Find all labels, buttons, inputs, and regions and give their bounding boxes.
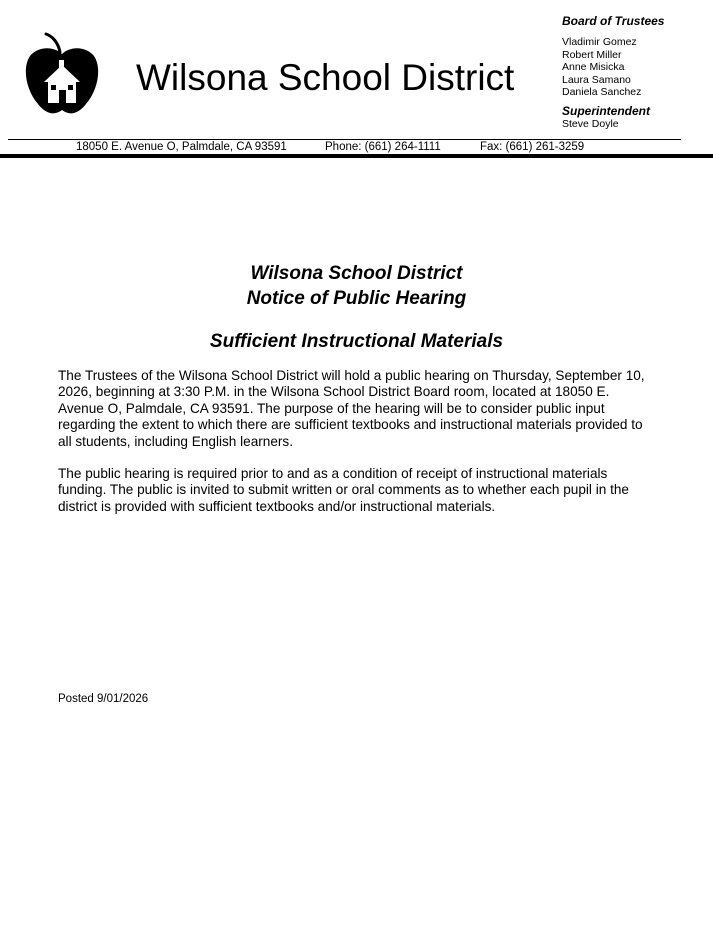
notice-title-hearing: Notice of Public Hearing: [246, 288, 467, 309]
header-divider-thick: [0, 154, 713, 158]
district-address: 18050 E. Avenue O, Palmdale, CA 93591: [76, 141, 287, 153]
notice-title-district: Wilsona School District: [250, 263, 463, 284]
posted-date: Posted 9/01/2026: [58, 693, 149, 705]
notice-paragraph: The public hearing is required prior to and as a condition of receipt of instructional materials funding. The public is invited to submit written or oral comments as to whether each pupil in the district is provided with sufficient textbooks and/or instructional materials.: [58, 466, 629, 514]
trustee-name: Laura Samano: [562, 73, 631, 86]
superintendent-heading: Superintendent: [562, 103, 651, 118]
trustee-name: Vladimir Gomez: [562, 36, 637, 48]
district-fax: Fax: (661) 261-3259: [480, 141, 585, 153]
trustee-list: [562, 36, 712, 99]
district-name: Wilsona School District: [136, 57, 515, 98]
trustee-name: Robert Miller: [562, 48, 622, 61]
district-phone: Phone: (661) 264-1111: [325, 141, 441, 153]
board-of-trustees: [562, 14, 712, 131]
notice-subtitle: Sufficient Instructional Materials: [209, 331, 504, 352]
trustee-name: Daniela Sanchez: [562, 86, 642, 98]
superintendent-name: Steve Doyle: [562, 117, 619, 130]
apple-schoolhouse-icon: [24, 30, 100, 116]
trustee-name: Anne Misicka: [562, 61, 625, 73]
notice-paragraph: The Trustees of the Wilsona School District will hold a public hearing on Thursday, September 10, 2026, beginning at 3:30 P.M. in the Wilsona School District Board room, located at 18050 E. Avenue O, Palmdale, CA 93591. The purpose of the hearing will be to consider public input regarding the extent to which there are sufficient textbooks and instructional materials provided to all students, including English learners.: [58, 368, 645, 449]
board-heading: Board of Trustees: [562, 14, 665, 28]
